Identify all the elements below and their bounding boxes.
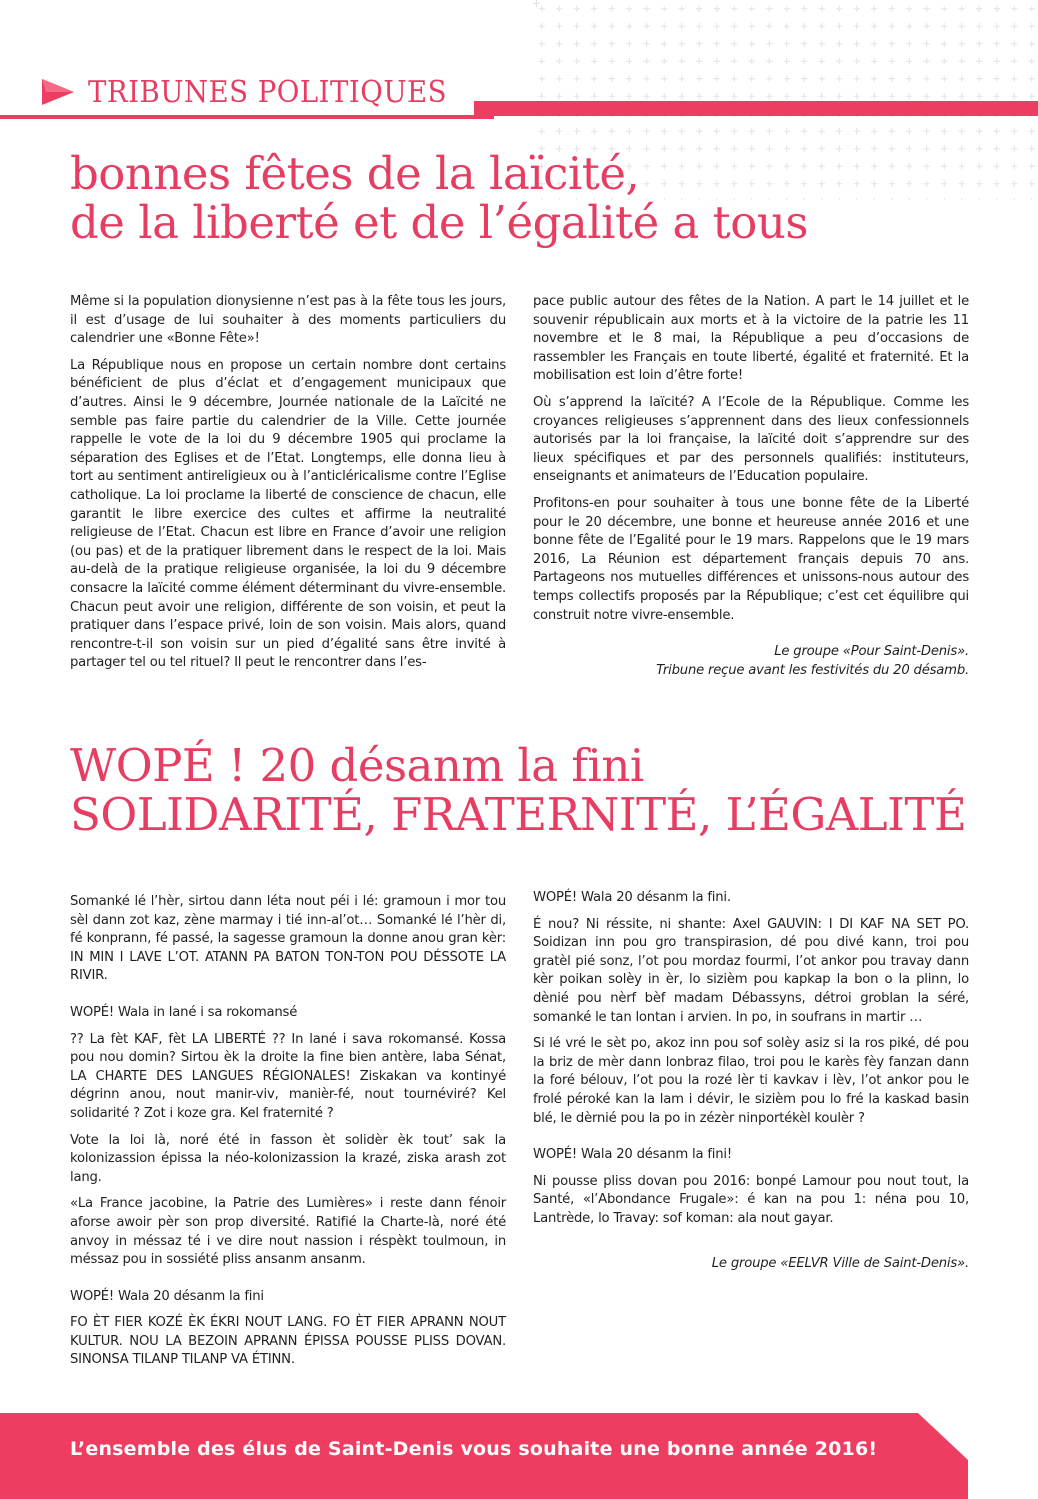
article2-paragraph: Si lé vré le sèt po, akoz inn pou sof solèy asiz si la ros piké, dé pou la briz de mèr dann lonbraz filao, troi pou le karès fèy fanzan dann la foré bélouv, l’ot pou la rozé lèr ti kavkav i lèv, l’ot ankor pou le frolé péroké kan la lam i dévir, le sizièm pou lo fré la kaskad basin blé, le dèrnié pou la po in zézèr ninportékèl koulèr ? (533, 1036, 969, 1126)
article2-subhead: WOPÉ! Wala in lané i sa rokomansé (70, 1004, 298, 1020)
article2-right-column (533, 889, 969, 1273)
article1-right-column (533, 293, 969, 680)
section-title: TRIBUNES POLITIQUES (88, 74, 448, 110)
article2-signature: Le groupe «EELVR Ville de Saint-Denis». (711, 1255, 969, 1271)
article1-paragraph: Même si la population dionysienne n’est pas à la fête tous les jours, il est d’usage de lui souhaiter à des moments particuliers du calendrier une «Bonne Fête»! (70, 294, 506, 347)
article2-left-column (70, 893, 506, 1378)
section-header (40, 72, 478, 112)
article2-intro: Somanké lé l’hèr, sirtou dann léta nout péi i lé: gramoun i mor tou sèl dann zot kaz, zène marmay i tié inn-al’ot… Somanké lé l’hèr di, fé konprann, fé passé, la sagesse gramoun la donne anou gran kèr: IN MIN I LAVE L’OT. ATANN PA BATON TON-TON POU DÉSSOTE LA RIVIR. (70, 894, 506, 984)
article2-subhead: WOPÉ! Wala 20 désanm la fini. (533, 890, 731, 905)
header-rule-thick (474, 101, 1038, 116)
article1-headline (70, 147, 808, 249)
article2-headline-line-1: WOPÉ ! 20 désanm la fini (70, 739, 644, 792)
article1-paragraph: Profitons-en pour souhaiter à tous une bonne fête de la Liberté pour le 20 décembre, une bonne et heureuse année 2016 et une bonne fête de l’Egalité pour le 19 mars. Rappelons que le 19 mars 2016, La Réunion est département français depuis 70 ans. Partageons nos mutuelles différences et unissons-nous autour des temps collectifs proposés par la République; c’est cet équilibre qui construit notre vivre-ensemble. (533, 495, 969, 623)
footer-banner-text: L’ensemble des élus de Saint-Denis vous souhaite une bonne année 2016! (70, 1438, 878, 1460)
article2-headline (70, 739, 967, 841)
article1-signature-line-1: Le groupe «Pour Saint-Denis». (774, 644, 969, 660)
article1-paragraph: Où s’apprend la laïcité? A l’Ecole de la République. Comme les croyances religieuses s’apprennent dans des lieux confessionnels autorisés par la loi française, la laïcité doit s’apprendre sur des lieux spécifiques et par des personnels qualifiés: instituteurs, enseignants et animateurs de l’Education populaire. (533, 394, 969, 485)
article1-headline-line-2: de la liberté et de l’égalité a tous (70, 195, 808, 249)
arrow-right-icon (40, 77, 76, 107)
article2-paragraph: «La France jacobine, la Patrie des Lumières» i reste dann fénoir aforse awoir pèr son prop diversité. Ratifié la Charte-là, noré été anvoy in méssaz té i ve dire nout nassion i réspèkt toulmoun, in méssaz pou in sossiété pliss ansanm ansanm. (70, 1196, 506, 1268)
article2-paragraph: Ni pousse pliss dovan pou 2016: bonpé Lamour pou nout tout, la Santé, «l’Abondance Frugale»: é kan na pou 1: néna pou 10, Lantrède, lo Travay: sof koman: ala nout gayar. (533, 1173, 969, 1226)
article2-headline-line-2: SOLIDARITÉ, FRATERNITÉ, L’ÉGALITÉ (70, 787, 967, 841)
article2-subhead: WOPÉ! Wala 20 désanm la fini! (533, 1147, 732, 1163)
article2-paragraph: É nou? Ni réssite, ni shante: Axel GAUVIN: I DI KAF NA SET PO. Soidizan inn pou gro transpirasion, dé pou divé kann, troi pou gratèl pié sonz, l’ot pou mordaz fourmi, l’ot ankor pou travay dann kèr poikan solèy in èr, lo sizièm pou kapkap la bon o la plinn, lo dènié pou nèrf bèf madam Débassyns, détroi groblan la séré, somanké le tan lontan i arvien. In po, in soufrans in martir … (533, 916, 969, 1025)
article2-subhead: WOPÉ! Wala 20 désanm la fini (70, 1288, 264, 1304)
header-rule-thin (0, 115, 494, 119)
article2-paragraph: Vote la loi là, noré été in fasson èt solidèr èk tout’ sak la kolonizassion épissa la néo-kolonizassion la krazé, ziska arash zot lang. (70, 1132, 506, 1185)
article1-headline-line-1: bonnes fêtes de la laïcité, (70, 147, 640, 200)
article1-left-column (70, 293, 506, 681)
article1-paragraph: La République nous en propose un certain nombre dont certains bénéficient de plus d’éclat et d’engagement municipaux que d’autres. Ainsi le 9 décembre, Journée nationale de la Laïcité ne semble pas faire partie du calendrier de la Ville. Cette journée rappelle le vote de la loi du 9 décembre 1905 qui proclame la séparation des Eglises et de l’Etat. Longtemps, elle donna lieu à tort au sentiment antireligieux ou à l’anticléricalisme contre l’Eglise catholique. La loi proclame la liberté de conscience de chacun, elle garantit le libre exercice des cultes et affirme la neutralité religieuse de l’Etat. Chacun est libre en France d’avoir une religion (ou pas) et de la pratiquer librement dans le respect de la loi. Mais au-delà de la pratique religieuse organisée, la loi du 9 décembre consacre la laïcité comme élément déterminant du vivre-ensemble. Chacun peut avoir une religion, différente de son voisin, et peut la pratiquer dans l’espace privé, loin de son voisin. Mais alors, quand rencontre-t-il son voisin sur un pied d’égalité sans être invité à partager tel ou tel rituel? Il peut le rencontrer dans l’es- (70, 357, 506, 671)
article2-paragraph: ?? La fèt KAF, fèt LA LIBERTÉ ?? In lané i sava rokomansé. Kossa pou nou domin? Sirtou èk la droite la fine bien antère, laba Sénat, LA CHARTE DES LANGUES RÉGIONALES! Ziskakan va kontinyé dégrinn anou, nout manir-viv, manièr-fé, nout tournéviré? Kel solidarité ? Zot i koze gra. Kel fraternité ? (70, 1031, 506, 1121)
article1-signature-line-2: Tribune reçue avant les festivités du 20 désamb. (656, 662, 969, 678)
article2-paragraph: FO ÈT FIER KOZÉ ÈK ÉKRI NOUT LANG. FO ÈT FIER APRANN NOUT KULTUR. NOU LA BEZOIN APRANN ÉPISSA POUSSE PLISS DOVAN. SINONSA TILANP TILANP VA ÉTINN. (70, 1315, 506, 1368)
article1-paragraph: pace public autour des fêtes de la Nation. A part le 14 juillet et le souvenir républicain aux morts et à la victoire de la patrie les 11 novembre et le 8 mai, la République a peu d’occasions de rassembler les Français en toute liberté, égalité et fraternité. Et la mobilisation est loin d’être forte! (533, 294, 969, 384)
